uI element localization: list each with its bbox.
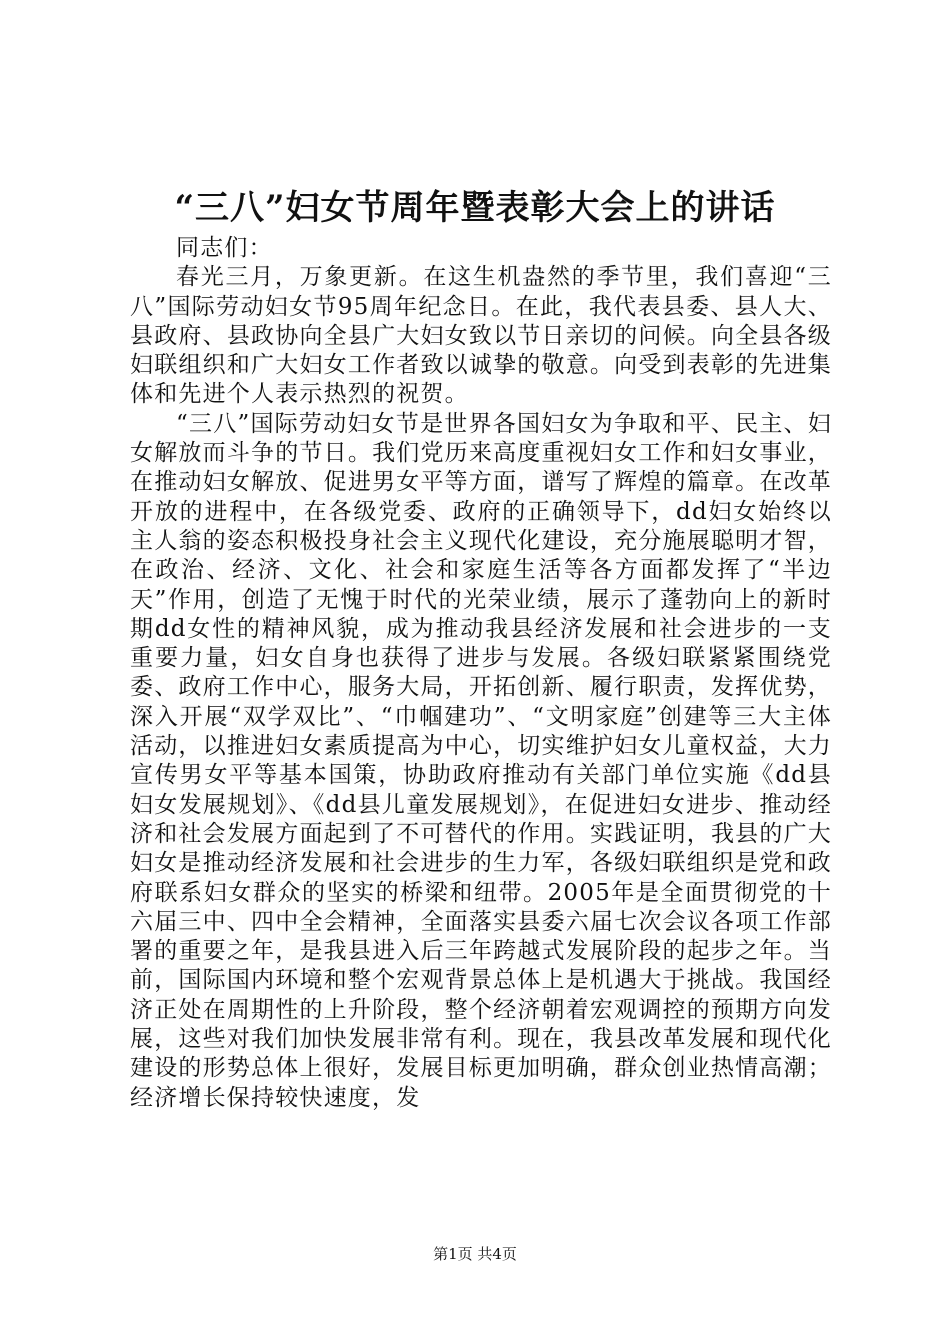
document-body — [130, 234, 832, 1113]
salutation: 同志们： — [176, 235, 273, 261]
page-footer: 第1页 共4页 — [433, 1245, 517, 1263]
paragraph-1: 春光三月，万象更新。在这生机盎然的季节里，我们喜迎“三八”国际劳动妇女节95周年纪念日。在此，我代表县委、县人大、县政府、县政协向全县广大妇女致以节日亲切的问候。向全县各级妇联组织和广大妇女工作者致以诚挚的敬意。向受到表彰的先进集体和先进个人表示热烈的祝贺。 — [130, 264, 832, 408]
paragraph-2: “三八”国际劳动妇女节是世界各国妇女为争取和平、民主、妇女解放而斗争的节日。我们党历来高度重视妇女工作和妇女事业，在推动妇女解放、促进男女平等方面，谱写了辉煌的篇章。在改革开放的进程中，在各级党委、政府的正确领导下，dd妇女始终以主人翁的姿态积极投身社会主义现代化建设，充分施展聪明才智，在政治、经济、文化、社会和家庭生活等各方面都发挥了“半边天”作用，创造了无愧于时代的光荣业绩，展示了蓬勃向上的新时期dd女性的精神风貌，成为推动我县经济发展和社会进步的一支重要力量，妇女自身也获得了进步与发展。各级妇联紧紧围绕党委、政府工作中心，服务大局，开拓创新、履行职责，发挥优势，深入开展“双学双比”、“巾帼建功”、“文明家庭”创建等三大主体活动，以推进妇女素质提高为中心，切实维护妇女儿童权益，大力宣传男女平等基本国策，协助政府推动有关部门单位实施《dd县妇女发展规划》、《dd县儿童发展规划》，在促进妇女进步、推动经济和社会发展方面起到了不可替代的作用。实践证明，我县的广大妇女是推动经济发展和社会进步的生力军，各级妇联组织是党和政府联系妇女群众的坚实的桥梁和纽带。2005年是全面贯彻党的十六届三中、四中全会精神，全面落实县委六届七次会议各项工作部署的重要之年，是我县进入后三年跨越式发展阶段的起步之年。当前，国际国内环境和整个宏观背景总体上是机遇大于挑战。我国经济正处在周期性的上升阶段，整个经济朝着宏观调控的预期方向发展，这些对我们加快发展非常有利。现在，我县改革发展和现代化建设的形势总体上很好，发展目标更加明确，群众创业热情高潮；经济增长保持较快速度，发 — [130, 410, 832, 1111]
document-title: “三八”妇女节周年暨表彰大会上的讲话 — [174, 188, 776, 228]
